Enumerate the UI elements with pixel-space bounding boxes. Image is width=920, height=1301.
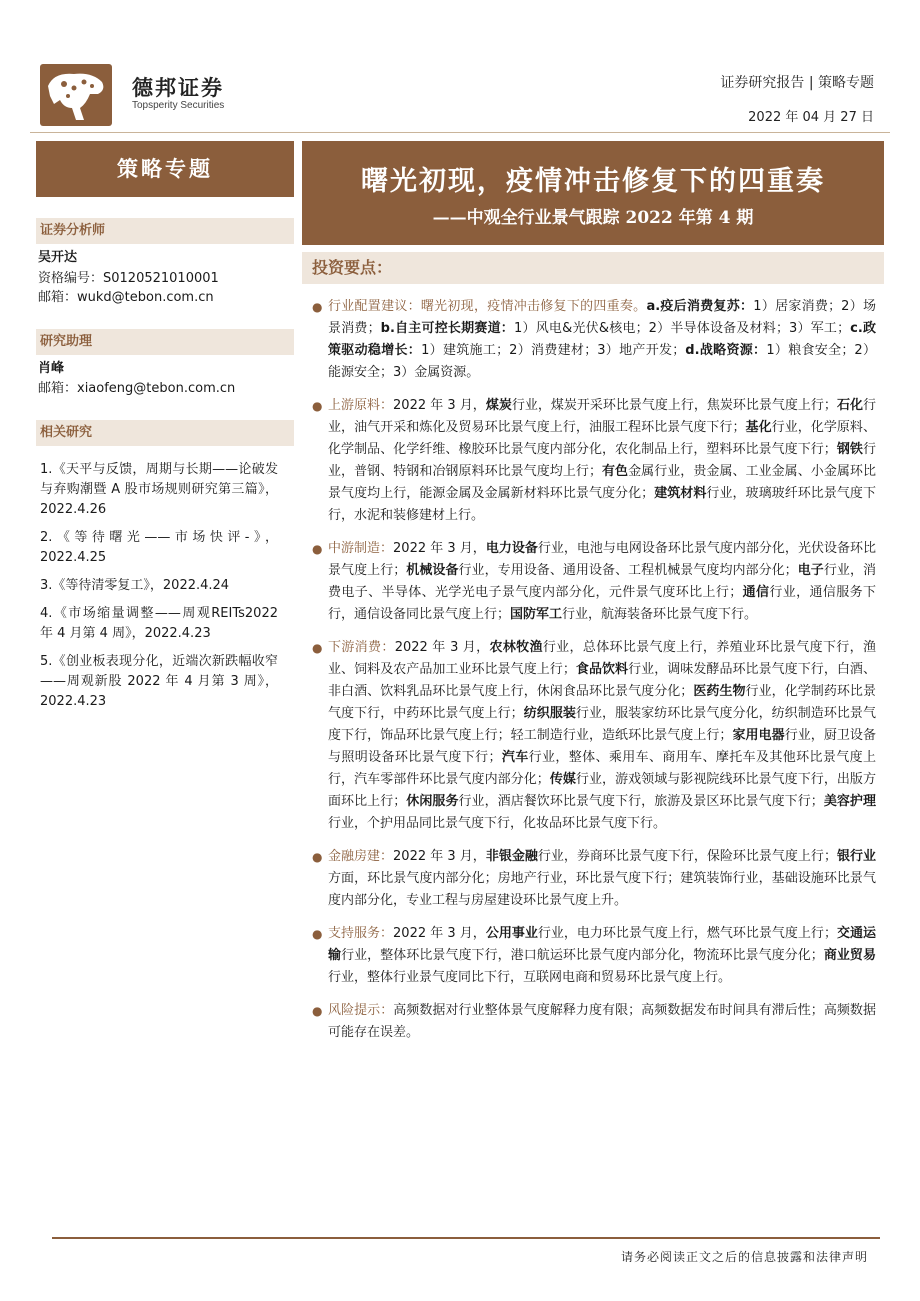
bullet-keyword: 医药生物 xyxy=(693,684,746,699)
bullet-keyword: 钢铁 xyxy=(836,442,863,457)
bullet-text: 2022 年 3 月， xyxy=(393,849,486,864)
leopard-logo-icon xyxy=(40,64,112,126)
report-title: 曙光初现，疫情冲击修复下的四重奏 xyxy=(361,166,825,197)
bullet-keyword: 煤炭 xyxy=(485,398,512,413)
bullet-keyword: 商业贸易 xyxy=(823,948,876,963)
bullet-keyword: 石化 xyxy=(836,398,863,413)
bullet-text: 行业，化学原料、化学制品、化学纤维、橡胶环比景气度内部分化，农化制品上行，塑料环比景气度下行； xyxy=(328,420,876,457)
bullet-keyword: 国防军工 xyxy=(510,607,563,622)
bullet-text: 行业，整体环比景气度下行，港口航运环比景气度内部分化，物流环比景气度分化； xyxy=(341,948,824,963)
bullet-text: 2022 年 3 月， xyxy=(393,398,486,413)
header-divider xyxy=(30,132,890,133)
bullet-text: 金属行业，贵金属、工业金属、小金属环比景气度均上行，能源金属及金属新材料环比景气度分化； xyxy=(328,464,876,501)
highlight-bullet xyxy=(308,846,876,912)
bullet-text: 方面，环比景气度内部分化；房地产行业，环比景气度下行；建筑装饰行业，基础设施环比景气度内部分化，专业工程与房屋建设环比景气度上升。 xyxy=(328,871,876,908)
bullet-keyword: c.政策驱动稳增长： xyxy=(328,321,876,358)
related-research-list xyxy=(40,460,278,720)
bullet-text: 行业，电池与电网设备环比景气度内部分化，光伏设备环比景气度上行； xyxy=(328,541,876,578)
report-type: 证券研究报告 | 策略专题 xyxy=(720,75,874,91)
analyst-heading: 证券分析师 xyxy=(36,218,294,244)
highlight-bullet xyxy=(308,395,876,527)
highlight-bullet xyxy=(308,538,876,626)
bullet-keyword: 电力设备 xyxy=(485,541,538,556)
bullet-keyword: 公用事业 xyxy=(485,926,538,941)
highlight-bullet xyxy=(308,296,876,384)
assistant-heading: 研究助理 xyxy=(36,329,294,355)
bullet-text: 1）居家消费；2）场景消费； xyxy=(328,299,876,336)
bullet-keyword: a.疫后消费复苏： xyxy=(646,299,754,314)
bullet-text: 行业，总体环比景气度上行，养殖业环比景气度下行，渔业、饲料及农产品加工业环比景气度上行； xyxy=(328,640,876,677)
assistant-email: 邮箱：xiaofeng@tebon.com.cn xyxy=(38,381,236,396)
company-name-cn: 德邦证券 xyxy=(132,76,224,100)
bullet-text: 2022 年 3 月， xyxy=(394,640,490,655)
bullet-text: 行业，化学制药环比景气度下行，中药环比景气度上行； xyxy=(328,684,876,721)
footer-disclaimer: 请务必阅读正文之后的信息披露和法律声明 xyxy=(620,1250,868,1264)
title-banner xyxy=(302,141,884,245)
analyst-name: 吴开达 xyxy=(38,250,78,265)
bullet-keyword: 农林牧渔 xyxy=(489,640,543,655)
investment-highlights xyxy=(308,296,876,1055)
bullet-label: 金融房建： xyxy=(328,849,394,864)
related-item[interactable]: 1.《天平与反馈，周期与长期——论破发与弃购潮暨 A 股市场规则研究第三篇》，2022.4.26 xyxy=(40,462,278,517)
bullet-keyword: 通信 xyxy=(742,585,770,600)
bullet-keyword: 食品饮料 xyxy=(575,662,629,677)
highlight-bullet xyxy=(308,637,876,835)
analyst-license: 资格编号：S0120521010001 xyxy=(38,271,219,286)
bullet-dot-icon: ● xyxy=(312,641,323,655)
bullet-text: 2022 年 3 月， xyxy=(393,541,486,556)
related-item[interactable]: 5.《创业板表现分化，近端次新跌幅收窄——周观新股 2022 年 4 月第 3 周》，2022.4.23 xyxy=(40,654,278,709)
bullet-keyword: 建筑材料 xyxy=(654,486,707,501)
bullet-keyword: 电子 xyxy=(797,563,824,578)
assistant-name: 肖峰 xyxy=(38,361,65,376)
highlight-bullet xyxy=(308,923,876,989)
bullet-keyword: 家用电器 xyxy=(732,728,785,743)
highlight-bullet xyxy=(308,1000,876,1044)
bullet-dot-icon: ● xyxy=(312,542,323,556)
analyst-email: 邮箱：wukd@tebon.com.cn xyxy=(38,290,214,305)
bullet-text: 行业，整体、乘用车、商用车、摩托车及其他环比景气度上行，汽车零部件环比景气度内部分化； xyxy=(328,750,876,787)
bullet-keyword: b.自主可控长期赛道： xyxy=(380,321,514,336)
bullet-label: 上游原料： xyxy=(328,398,394,413)
bullet-dot-icon: ● xyxy=(312,927,323,941)
bullet-keyword: 基化 xyxy=(745,420,772,435)
bullet-dot-icon: ● xyxy=(312,1004,323,1018)
bullet-dot-icon: ● xyxy=(312,300,323,314)
bullet-keyword: 机械设备 xyxy=(406,563,459,578)
bullet-text: 行业，服装家纺环比景气度分化，纺织制造环比景气度下行，饰品环比景气度上行；轻工制造行业，造纸环比景气度上行； xyxy=(328,706,876,743)
bullet-text: 1）粮食安全；2）能源安全；3）金属资源。 xyxy=(328,343,876,380)
bullet-keyword: 纺织服装 xyxy=(523,706,576,721)
company-name-en: Topsperity Securities xyxy=(132,100,225,111)
bullet-text: 行业，通信服务下行，通信设备同比景气度上行； xyxy=(328,585,876,622)
bullet-text: 行业，普钢、特钢和冶钢原料环比景气度均上行； xyxy=(328,442,876,479)
related-item[interactable]: 2.《等待曙光——市场快评-》，2022.4.25 xyxy=(40,530,278,565)
bullet-label: 支持服务： xyxy=(328,926,394,941)
bullet-label: 中游制造： xyxy=(328,541,394,556)
report-subtitle: ——中观全行业景气跟踪 2022 年第 4 期 xyxy=(432,208,754,228)
bullet-text: 行业，消费电子、半导体、光学光电子景气度内部分化，元件景气度环比上行； xyxy=(328,563,876,600)
bullet-text: 行业，煤炭开采环比景气度上行，焦炭环比景气度上行； xyxy=(511,398,837,413)
bullet-text: 2022 年 3 月， xyxy=(393,926,486,941)
related-item[interactable]: 4.《市场缩量调整——周观REITs2022 年 4 月第 4 周》，2022.4.23 xyxy=(40,606,278,641)
related-heading: 相关研究 xyxy=(36,420,294,446)
bullet-text: 行业，航海装备环比景气度下行。 xyxy=(562,607,758,622)
bullet-text: 行业，油气开采和炼化及贸易环比景气度上行，油服工程环比景气度下行； xyxy=(328,398,876,435)
bullet-keyword: 有色 xyxy=(601,464,629,479)
bullet-text: 行业，游戏领域与影视院线环比景气度下行，出版方面环比上行； xyxy=(328,772,876,809)
bullet-text: 行业，玻璃玻纤环比景气度下行，水泥和装修建材上行。 xyxy=(328,486,876,523)
bullet-text: 高频数据对行业整体景气度解释力度有限；高频数据发布时间具有滞后性；高频数据可能存在误差。 xyxy=(328,1003,876,1040)
report-date: 2022 年 04 月 27 日 xyxy=(748,110,874,125)
footer-divider xyxy=(52,1237,880,1239)
bullet-text: 行业，厨卫设备与照明设备环比景气度下行； xyxy=(328,728,876,765)
bullet-text: 行业，电力环比景气度上行，燃气环比景气度上行； xyxy=(537,926,837,941)
bullet-text: 1）建筑施工；2）消费建材；3）地产开发； xyxy=(421,343,686,358)
related-item[interactable]: 3.《等待清零复工》，2022.4.24 xyxy=(40,578,230,593)
bullet-keyword: 汽车 xyxy=(501,750,529,765)
bullet-text: 1）风电&光伏&核电；2）半导体设备及材料；3）军工； xyxy=(514,321,851,336)
bullet-keyword: 传媒 xyxy=(549,772,576,787)
bullet-label: 行业配置建议：曙光初现，疫情冲击修复下的四重奏。 xyxy=(328,299,647,314)
bullet-dot-icon: ● xyxy=(312,399,323,413)
investment-highlights-heading: 投资要点： xyxy=(302,252,884,284)
bullet-keyword: 银行业 xyxy=(836,849,876,864)
bullet-label: 风险提示： xyxy=(328,1003,394,1018)
bullet-text: 行业，专用设备、通用设备、工程机械景气度均内部分化； xyxy=(458,563,798,578)
bullet-text: 行业，调味发酵品环比景气度下行，白酒、非白酒、饮料乳品环比景气度上行，休闲食品环比景气度分化； xyxy=(328,662,876,699)
bullet-text: 行业，整体行业景气度同比下行，互联网电商和贸易环比景气度上行。 xyxy=(328,970,732,985)
company-logo xyxy=(40,64,112,126)
bullet-text: 行业，酒店餐饮环比景气度下行，旅游及景区环比景气度下行； xyxy=(458,794,824,809)
bullet-keyword: 美容护理 xyxy=(823,794,876,809)
bullet-text: 行业，个护用品同比景气度下行，化妆品环比景气度下行。 xyxy=(328,816,667,831)
bullet-keyword: 交通运输 xyxy=(328,926,876,963)
left-banner: 策略专题 xyxy=(36,141,294,197)
bullet-dot-icon: ● xyxy=(312,850,323,864)
bullet-text: 行业，券商环比景气度下行，保险环比景气度上行； xyxy=(537,849,837,864)
bullet-keyword: d.战略资源： xyxy=(685,343,767,358)
bullet-keyword: 休闲服务 xyxy=(406,794,459,809)
bullet-keyword: 非银金融 xyxy=(485,849,538,864)
bullet-label: 下游消费： xyxy=(328,640,395,655)
